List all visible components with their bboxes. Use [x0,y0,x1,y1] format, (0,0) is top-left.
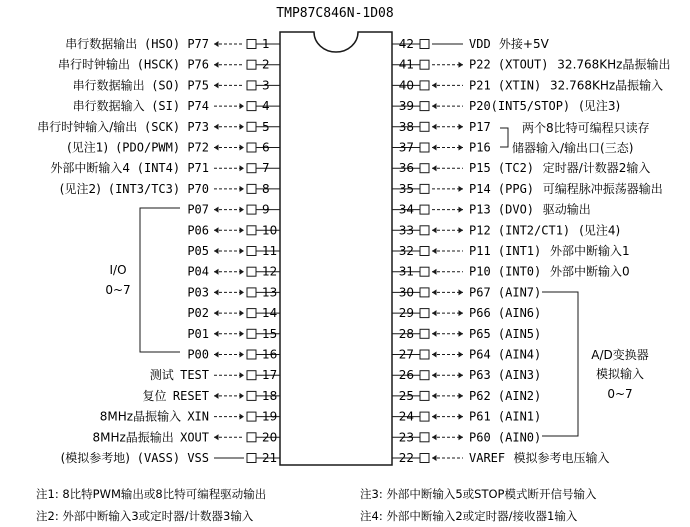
pin-5 [37,119,280,134]
chip-title: TMP87C846N-1D08 [276,6,394,21]
pin-name: P62 (AIN2) [469,388,542,403]
pin-pad [420,329,429,338]
pin-name: TEST [180,368,209,383]
pin-number: 6 [262,140,270,155]
arrow-in-icon [240,145,245,151]
p17-p16-label-2: 储器输入/输出口(三态) [512,141,634,155]
arrow-out-icon [214,310,219,316]
pin-name: P21 (XTIN) [469,78,542,93]
pin-pad [247,433,256,442]
pin-16 [187,348,280,362]
note-1: 注1: 8比特PWM输出或8比特可编程驱动输出 [36,487,267,501]
pin-number: 9 [262,202,270,217]
pin-name: P61 (AIN1) [469,409,542,424]
pin-number: 18 [262,388,278,403]
pin-pad [420,371,429,380]
arrow-out-icon [214,82,219,88]
pin-number: 7 [262,161,270,176]
arrow-out-icon [214,434,219,440]
pin-name: P67 (AIN7) [469,285,542,300]
pin-description: 测试 [149,368,174,383]
pin-pad [247,40,256,49]
arrow-in-icon [240,414,245,420]
pin-33 [392,223,620,237]
pin-number: 29 [398,306,414,321]
pin-name: P01 [187,326,209,341]
pin-number: 26 [398,368,414,383]
pin-23 [392,430,541,444]
pin-31 [392,264,630,279]
arrow-in-icon [240,227,245,233]
pin-pad [247,205,256,214]
pin-pad [247,226,256,235]
pin-name: XOUT [180,430,209,445]
pin-pad [420,226,429,235]
arrow-out-icon [214,207,219,213]
arrow-in-icon [432,455,437,461]
pin-number: 10 [262,223,278,238]
pin-pad [420,309,429,318]
arrow-in-icon [432,434,437,440]
pin-number: 27 [398,347,414,362]
arrow-in-icon [240,165,245,171]
pin-number: 8 [262,181,270,196]
pin-number: 35 [398,181,414,196]
pin-name: P03 [187,285,209,300]
pin-number: 40 [398,78,414,93]
arrow-in-icon [240,124,245,130]
pin-name: (INT4) P71 [136,161,209,176]
arrow-in-icon [432,124,437,130]
arrow-in-icon [432,248,437,254]
pin-description: 可编程脉冲振荡器输出 [542,181,663,196]
ad-bracket-label-3: 0~7 [607,387,633,401]
p17-p16-label-1: 两个8比特可编程只读存 [522,121,650,135]
pin-27 [392,348,541,362]
pin-number: 20 [262,430,278,445]
pin-description: 定时器/计数器2输入 [542,161,651,176]
arrow-in-icon [432,145,437,151]
p17-p16-brace [500,120,650,155]
pin-pad [247,391,256,400]
pin-description: 串行时钟输入/输出 [37,119,138,134]
pin-description: 外部中断输入0 [550,264,630,279]
pin-pad [420,454,429,463]
pin-name: P15 (TC2) [469,161,535,176]
arrow-in-icon [432,352,437,358]
pin-pad [420,391,429,400]
pin-10 [187,223,280,237]
pin-pad [247,81,256,90]
pin-41 [392,57,670,72]
arrow-in-icon [240,393,245,399]
arrow-out-icon [214,248,219,254]
ad-bracket-label-2: 模拟输入 [595,367,645,381]
note-4: 注4: 外部中断输入2或定时器/接收器1输入 [360,509,578,523]
pin-number: 30 [398,285,414,300]
pin-name: (PDO/PWM) P72 [115,140,209,155]
pin-name: P65 (AIN5) [469,326,542,341]
pin-description: 8MHz晶振输入 [99,409,182,424]
arrow-in-icon [240,310,245,316]
arrow-out-icon [459,207,464,213]
pin-name: XIN [187,409,209,424]
pin-pad [247,371,256,380]
arrow-in-icon [432,289,437,295]
note-3: 注3: 外部中断输入5或STOP模式断开信号输入 [360,487,597,501]
pin-number: 15 [262,326,278,341]
pin-40 [392,77,663,92]
arrow-out-icon [459,289,464,295]
pin-pad [420,247,429,256]
pin-number: 11 [262,244,278,258]
pin-name: RESET [172,388,209,403]
pin-pad [247,350,256,359]
arrow-in-icon [432,331,437,337]
pin-pad [420,164,429,173]
pin-19 [100,409,280,424]
p17-p16-brace-line [500,128,508,147]
pin-36 [392,160,650,175]
pin-38 [392,120,491,134]
chip-body [280,32,392,465]
pin-description: 外接+5V [498,37,549,51]
pin-number: 41 [398,57,414,72]
pin-number: 14 [262,306,278,321]
note-2: 注2: 外部中断输入3或定时器/计数器3输入 [36,509,254,523]
arrow-out-icon [214,227,219,233]
pin-32 [392,243,630,258]
pin-number: 2 [262,57,270,72]
pin-name: P07 [187,202,209,217]
pin-1 [65,36,280,51]
pin-number: 31 [398,264,414,279]
pin-name: P16 [469,140,491,155]
arrow-in-icon [240,352,245,358]
arrow-in-icon [432,310,437,316]
pin-18 [142,389,280,403]
arrow-in-icon [240,331,245,337]
pin-name: P05 [187,244,209,258]
pin-8 [60,182,280,196]
pin-description: 模拟参考电压输入 [513,451,610,465]
pin-number: 22 [398,451,414,465]
pin-name: P60 (AIN0) [469,430,542,445]
pin-pad [247,329,256,338]
arrow-in-icon [432,82,437,88]
pin-pad [247,247,256,256]
pin-pad [420,267,429,276]
pin-number: 17 [262,368,278,383]
pin-number: 16 [262,347,278,362]
pin-pad [420,350,429,359]
arrow-in-icon [240,372,245,378]
ad-bracket-label-1: A/D变换器 [591,348,649,362]
arrow-out-icon [214,145,219,151]
pin-39 [392,99,620,113]
pin-name: P14 (PPG) [469,181,535,196]
pin-name: P04 [187,264,209,279]
arrow-in-icon [432,269,437,275]
pin-number: 32 [398,244,414,258]
pin-description: 串行数据输出 [72,78,145,93]
pin-pad [420,81,429,90]
pin-name: P22 (XTOUT) [469,57,549,72]
pin-28 [392,327,541,341]
pin-description: 8MHz晶振输出 [92,430,174,445]
arrow-out-icon [214,41,219,47]
pin-15 [187,327,280,341]
arrow-in-icon [240,103,245,109]
pin-number: 4 [262,99,270,114]
arrow-out-icon [459,434,464,440]
pin-name: (INT3/TC3) P70 [107,181,209,196]
pin-number: 23 [398,430,414,445]
pin-name: VAREF [469,451,506,465]
arrow-out-icon [214,289,219,295]
arrow-out-icon [459,145,464,151]
pin-2 [58,57,280,72]
pin-description: 32.768KHz晶振输入 [550,78,664,93]
pin-22 [392,450,610,465]
pin-pad [420,143,429,152]
pin-21 [61,450,280,465]
pin-13 [187,285,280,299]
pin-name: P66 (AIN6) [469,306,542,321]
arrow-in-icon [432,103,437,109]
pin-pad [247,288,256,297]
pin-number: 5 [262,119,270,134]
pin-name: (HSCK) P76 [136,57,209,72]
arrow-out-icon [214,331,219,337]
pin-number: 36 [398,161,414,176]
pin-11 [187,244,280,258]
pin-description: 串行时钟输出 [57,57,130,72]
pin-pad [247,164,256,173]
pin-number: 3 [262,78,270,93]
pin-number: 25 [398,388,414,403]
pin-description: 32.768KHz晶振输出 [557,57,671,72]
pin-name: P10 (INT0) [469,264,542,279]
arrow-in-icon [432,393,437,399]
ad-bracket [542,292,649,436]
pin-description: 复位 [142,388,167,403]
arrow-out-icon [214,124,219,130]
pin-pad [247,143,256,152]
pin-6 [67,141,280,155]
pin-17 [150,368,280,382]
arrow-out-icon [214,393,219,399]
pin-pad [420,205,429,214]
pin-35 [392,181,663,196]
pin-description: (见注2) [59,181,101,196]
pin-name: (SI) P74 [151,99,209,114]
pin-20 [92,429,280,444]
arrow-out-icon [459,310,464,316]
pin-pad [420,40,429,49]
pin-description: 串行数据输入 [72,99,145,114]
pin-number: 1 [262,37,270,51]
pin-description: 外部中断输入1 [550,244,630,258]
pin-name: VDD [469,37,491,51]
pin-name: (SO) P75 [151,78,209,93]
pin-pad [420,412,429,421]
pin-pad [420,60,429,69]
pin-pad [420,433,429,442]
pin-4 [73,98,280,113]
pin-name: (VASS) VSS [136,451,209,465]
pin-pad [420,288,429,297]
pin-name: P00 [187,347,209,362]
ad-bracket-line [542,292,578,436]
pin-pad [420,184,429,193]
pin-number: 13 [262,285,278,300]
pin-pad [247,454,256,463]
pin-number: 42 [398,37,414,51]
arrow-out-icon [459,352,464,358]
arrow-out-icon [459,372,464,378]
arrow-out-icon [459,414,464,420]
pin-9 [187,203,280,217]
pin-name: P20(INT5/STOP) [469,99,571,114]
arrow-in-icon [240,289,245,295]
pin-name: P17 [469,119,491,134]
arrow-out-icon [459,62,464,68]
pin-number: 33 [398,223,414,238]
pin-pad [247,184,256,193]
pin-14 [187,306,280,320]
arrow-in-icon [432,165,437,171]
pin-name: P64 (AIN4) [469,347,542,362]
arrow-out-icon [214,62,219,68]
pin-description: 外部中断输入4 [50,161,130,176]
pin-name: P06 [187,223,209,238]
io-bracket-line [140,208,180,352]
arrow-in-icon [432,372,437,378]
pin-pad [247,267,256,276]
pin-26 [392,368,541,382]
pin-name: (HSO) P77 [143,37,209,51]
pin-30 [392,285,541,299]
arrow-out-icon [214,352,219,358]
pin-number: 24 [398,409,414,424]
pin-pad [247,102,256,111]
pin-description: (见注3) [579,99,621,114]
pin-pad [247,412,256,421]
pin-42 [392,36,550,51]
pin-12 [187,265,280,279]
arrow-out-icon [459,331,464,337]
left-pins [37,36,280,465]
pin-3 [73,77,280,92]
arrow-in-icon [432,414,437,420]
pin-number: 19 [262,409,278,424]
pin-name: P02 [187,306,209,321]
pin-description: (见注1) [67,140,109,155]
pin-name: P12 (INT2/CT1) [469,223,571,238]
arrow-in-icon [240,248,245,254]
pin-number: 37 [398,140,414,155]
pin-name: (SCK) P73 [143,119,209,134]
pin-25 [392,389,541,403]
io-bracket [105,208,180,352]
pin-24 [392,410,541,424]
pin-37 [392,141,491,155]
arrow-out-icon [214,269,219,275]
arrow-in-icon [432,227,437,233]
pin-number: 34 [398,202,414,217]
arrow-in-icon [240,207,245,213]
pin-pad [247,60,256,69]
io-bracket-label-1: I/O [109,263,127,277]
pin-number: 38 [398,119,414,134]
pin-pad [247,309,256,318]
pin-description: 驱动输出 [542,202,591,217]
pin-name: P13 (DVO) [469,202,535,217]
pin-7 [50,160,280,175]
arrow-out-icon [459,186,464,192]
pin-name: P11 (INT1) [469,244,542,258]
pin-description: (模拟参考地) [60,451,130,465]
arrow-out-icon [459,124,464,130]
pin-number: 21 [262,451,278,465]
arrow-out-icon [459,393,464,399]
arrow-in-icon [240,269,245,275]
io-bracket-label-2: 0~7 [105,283,131,297]
pin-name: P63 (AIN3) [469,368,542,383]
pin-description: 串行数据输出 [65,37,138,51]
pin-number: 12 [262,264,278,279]
pin-pad [420,102,429,111]
pin-description: (见注4) [579,223,621,238]
pin-34 [392,202,591,217]
pin-pad [420,122,429,131]
pin-29 [392,306,541,320]
pin-number: 28 [398,326,414,341]
arrow-out-icon [459,227,464,233]
pin-number: 39 [398,99,414,114]
arrow-in-icon [240,186,245,192]
pin-pad [247,122,256,131]
